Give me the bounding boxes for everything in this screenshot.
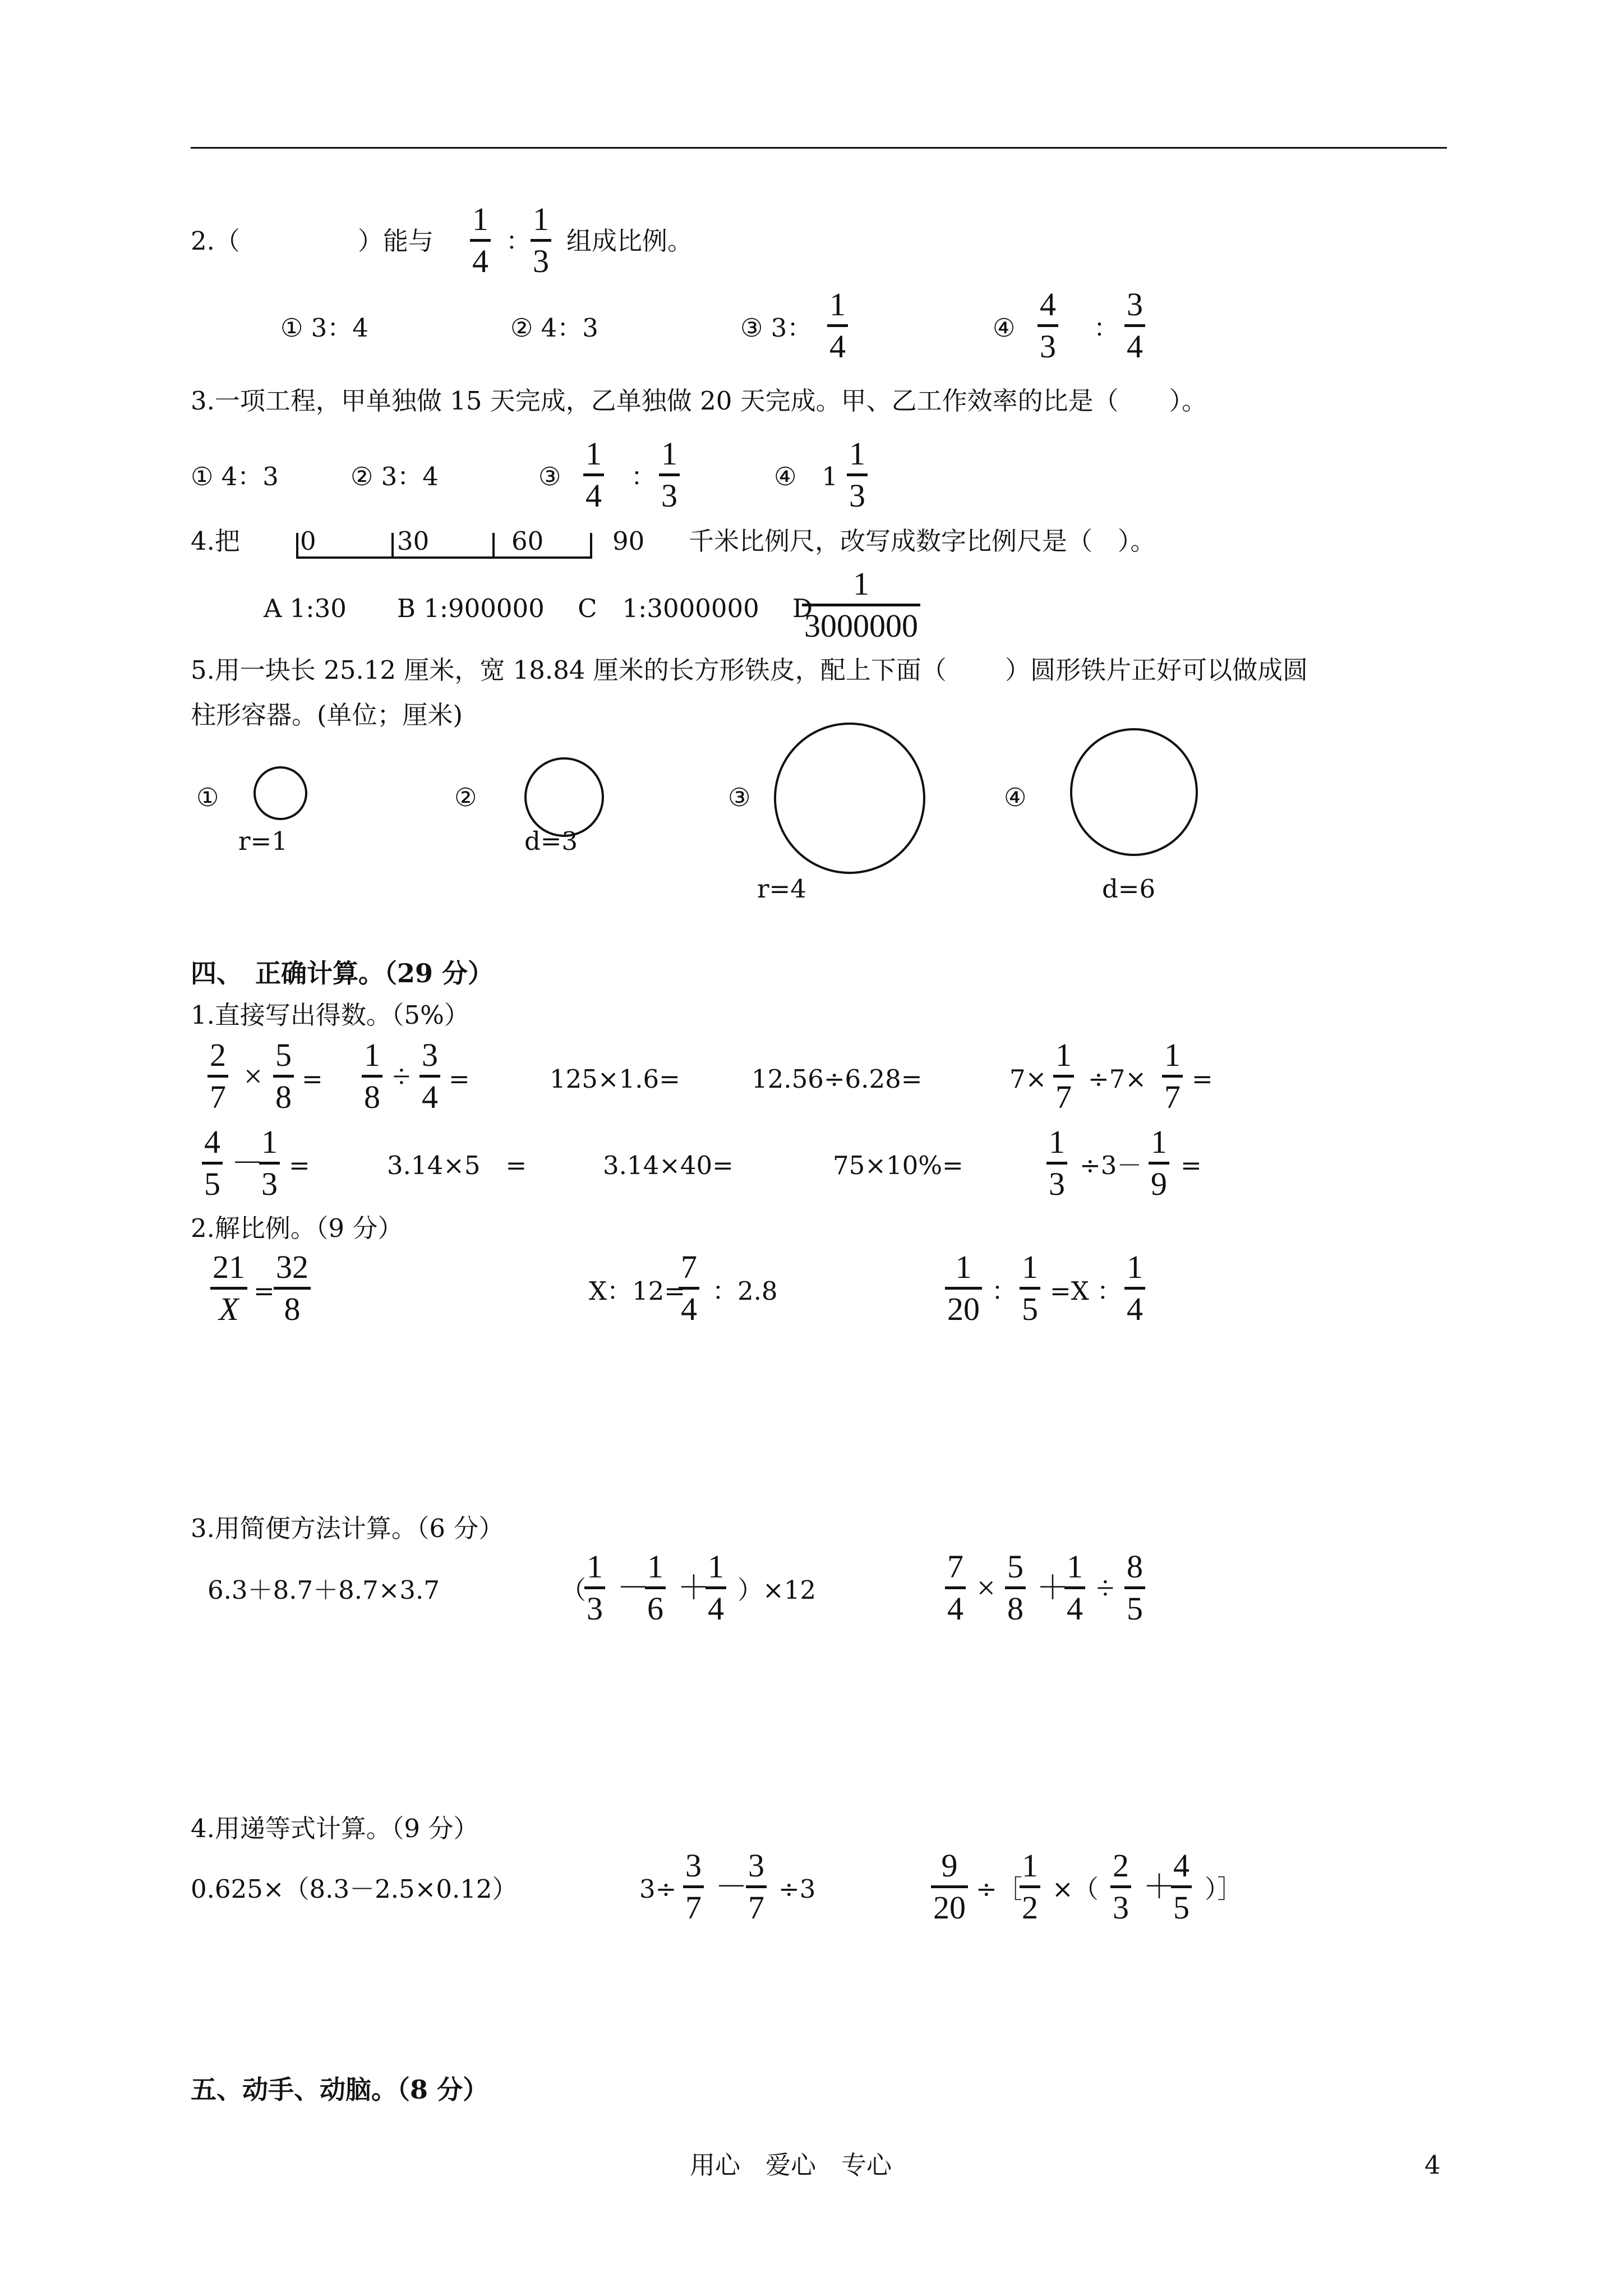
q4-option-d-fraction: 1 3000000	[802, 567, 920, 643]
p1-a-equals: =	[302, 1064, 323, 1094]
p4-c-fraction-3: 2 3	[1110, 1848, 1131, 1925]
scale-bar-tick-90	[590, 533, 592, 559]
circle-3-label: r=4	[757, 874, 806, 904]
q2-option-4-colon: ：	[1094, 313, 1119, 343]
section-4-title: 四、 正确计算。（29 分）	[191, 958, 494, 988]
q2-fraction-2: 1 3	[531, 202, 551, 279]
p1-j-fraction-1: 1 3	[1046, 1125, 1067, 1202]
p1-a-operator: ×	[244, 1058, 262, 1094]
p2-a-equals: =	[253, 1276, 275, 1306]
q5-line-1: 5.用一块长 25.12 厘米，宽 18.84 厘米的长方形铁皮，配上下面（ ）圆形铁片正好可以做成圆	[191, 655, 1308, 685]
q3-option-3: ③	[538, 462, 561, 491]
q5-line-2: 柱形容器。(单位；厘米)	[191, 700, 463, 730]
section-4-part-3-title: 3.用简便方法计算。（6 分）	[191, 1513, 504, 1543]
p1-a-fraction-1: 2 7	[208, 1038, 228, 1115]
q3-option-3-fraction-2: 1 3	[659, 436, 680, 513]
p1-j-mid: ÷3－	[1080, 1151, 1142, 1180]
p4-c-fraction-1: 9 20	[931, 1848, 968, 1925]
p3-a: 6.3＋8.7＋8.7×3.7	[208, 1575, 440, 1605]
q3-option-4: ④ 1	[774, 462, 838, 491]
p2-b-pre: X：12=	[589, 1276, 686, 1306]
section-4-part-2-title: 2.解比例。（9 分）	[191, 1213, 403, 1243]
p3-c-operator-2: ＋	[1036, 1570, 1069, 1606]
q2-option-2: ② 4：3	[510, 313, 598, 343]
q2-end: 组成比例。	[566, 226, 693, 256]
p1-e-fraction-1: 1 7	[1053, 1038, 1074, 1115]
p1-h: 3.14×40=	[603, 1151, 734, 1180]
p3-b-fraction-2: 1 6	[645, 1549, 666, 1626]
p1-f-fraction-1: 4 5	[202, 1125, 223, 1202]
scale-bar-tick-0	[296, 533, 298, 559]
p2-c-colon: ：	[992, 1276, 1017, 1306]
p3-c-fraction-4: 8 5	[1124, 1549, 1145, 1626]
p1-b-equals: =	[449, 1064, 470, 1094]
p1-d: 12.56÷6.28=	[751, 1064, 923, 1094]
p2-b-fraction: 7 4	[679, 1250, 699, 1327]
scale-bar-tick-60	[492, 533, 495, 559]
circle-3	[774, 723, 925, 874]
q2-option-4-fraction-1: 4 3	[1038, 287, 1058, 364]
p1-f-equals: =	[289, 1151, 310, 1180]
circle-1	[253, 766, 307, 820]
p2-a-fraction-2: 32 8	[274, 1250, 311, 1327]
section-4-part-1-title: 1.直接写出得数。（5%）	[191, 1000, 469, 1030]
q4-pre: 4.把	[191, 526, 240, 556]
q2-lead: 2.（ ）能与	[191, 226, 434, 256]
p3-c-fraction-1: 7 4	[945, 1549, 966, 1626]
circle-2-marker: ②	[454, 783, 477, 812]
p1-e-fraction-2: 1 7	[1162, 1038, 1183, 1115]
q4-options: A 1:30 B 1:900000 C 1:3000000 D	[264, 593, 813, 623]
p3-c-fraction-2: 5 8	[1005, 1549, 1026, 1626]
p1-e-pre: 7×	[1009, 1064, 1047, 1094]
p4-c-fraction-4: 4 5	[1171, 1848, 1192, 1925]
p4-c-operator-1: ÷［	[976, 1874, 1022, 1904]
p3-b-open: （	[561, 1575, 587, 1605]
p4-c-operator-2: ×（	[1052, 1874, 1099, 1904]
q2-option-4-fraction-2: 3 4	[1124, 287, 1145, 364]
p1-f-fraction-2: 1 3	[259, 1125, 280, 1202]
p2-b-post: ：2.8	[712, 1276, 778, 1306]
scale-label-0: 0	[300, 526, 316, 556]
p4-c-operator-3: ＋	[1143, 1869, 1176, 1905]
p3-c-operator-3: ÷	[1096, 1570, 1114, 1606]
circle-4	[1070, 728, 1198, 856]
p3-c-operator-1: ×	[977, 1570, 995, 1606]
p4-a: 0.625×（8.3－2.5×0.12）	[191, 1874, 518, 1904]
scale-bar-tick-30	[391, 533, 394, 559]
section-4-part-4-title: 4.用递等式计算。（9 分）	[191, 1814, 479, 1843]
p3-b-close: ）×12	[737, 1575, 816, 1605]
p2-c-fraction-1: 1 20	[945, 1250, 982, 1327]
circle-4-label: d=6	[1102, 874, 1156, 904]
p1-b-fraction-2: 3 4	[419, 1038, 440, 1115]
q3-option-3-colon: ：	[631, 462, 657, 491]
p1-e-equals: =	[1192, 1064, 1213, 1094]
q2-option-3: ③ 3：	[740, 313, 813, 343]
p4-b-post: ÷3	[778, 1874, 816, 1904]
q3-option-3-fraction-1: 1 4	[583, 436, 604, 513]
q2-colon: ：	[506, 226, 532, 256]
p2-c-fraction-3: 1 4	[1124, 1250, 1145, 1327]
p4-b-pre: 3÷	[639, 1874, 677, 1904]
p3-c-fraction-3: 1 4	[1064, 1549, 1085, 1626]
q2-option-4: ④	[993, 313, 1016, 343]
p1-i: 75×10%=	[833, 1151, 963, 1180]
q3-text: 3.一项工程，甲单独做 15 天完成，乙单独做 20 天完成。甲、乙工作效率的比是（ ）。	[191, 386, 1207, 416]
q2-option-3-fraction: 1 4	[827, 287, 848, 364]
p1-j-equals: =	[1181, 1151, 1202, 1180]
p1-a-fraction-2: 5 8	[273, 1038, 294, 1115]
header-rule	[191, 147, 1447, 149]
q3-option-1: ① 4：3	[191, 462, 279, 491]
circle-4-marker: ④	[1004, 783, 1027, 812]
scale-bar-base	[296, 556, 592, 559]
scale-label-60: 60	[511, 526, 544, 556]
p1-b-fraction-1: 1 8	[362, 1038, 382, 1115]
q3-option-2: ② 3：4	[351, 462, 439, 491]
p3-b-operator-2: ＋	[677, 1570, 711, 1606]
p3-b-operator-1: －	[617, 1570, 650, 1606]
p2-a-fraction-1: 21 X	[210, 1250, 247, 1327]
q2-option-1: ① 3：4	[280, 313, 368, 343]
p2-c-fraction-2: 1 5	[1020, 1250, 1040, 1327]
p2-c-mid: =X ：	[1050, 1276, 1123, 1306]
p3-b-fraction-3: 1 4	[706, 1549, 726, 1626]
p1-f-operator: －	[231, 1145, 264, 1181]
q2-fraction-1: 1 4	[470, 202, 491, 279]
footer-motto: 用心 爱心 专心	[690, 2150, 892, 2180]
p3-b-fraction-1: 1 3	[584, 1549, 605, 1626]
circle-2-label: d=3	[524, 826, 578, 856]
p4-c-close: ）］	[1205, 1874, 1243, 1904]
p1-e-mid: ÷7×	[1088, 1064, 1147, 1094]
p4-b-operator: －	[715, 1869, 748, 1905]
p4-b-fraction-1: 3 7	[683, 1848, 704, 1925]
circle-1-label: r=1	[238, 826, 288, 856]
p4-b-fraction-2: 3 7	[746, 1848, 767, 1925]
section-5-title: 五、动手、动脑。（8 分）	[191, 2074, 489, 2105]
p1-b-operator: ÷	[393, 1058, 411, 1094]
circle-3-marker: ③	[728, 783, 751, 812]
scale-label-30: 30	[397, 526, 430, 556]
q4-post: 千米比例尺，改写成数字比例尺是（ ）。	[689, 526, 1156, 556]
circle-1-marker: ①	[196, 783, 219, 812]
p1-g: 3.14×5 =	[387, 1151, 527, 1180]
p1-j-fraction-2: 1 9	[1149, 1125, 1169, 1202]
scale-label-90: 90	[612, 526, 645, 556]
page-number: 4	[1424, 2150, 1441, 2180]
q3-option-4-fraction: 1 3	[847, 436, 868, 513]
p1-c: 125×1.6=	[550, 1064, 680, 1094]
p4-c-fraction-2: 1 2	[1020, 1848, 1040, 1925]
